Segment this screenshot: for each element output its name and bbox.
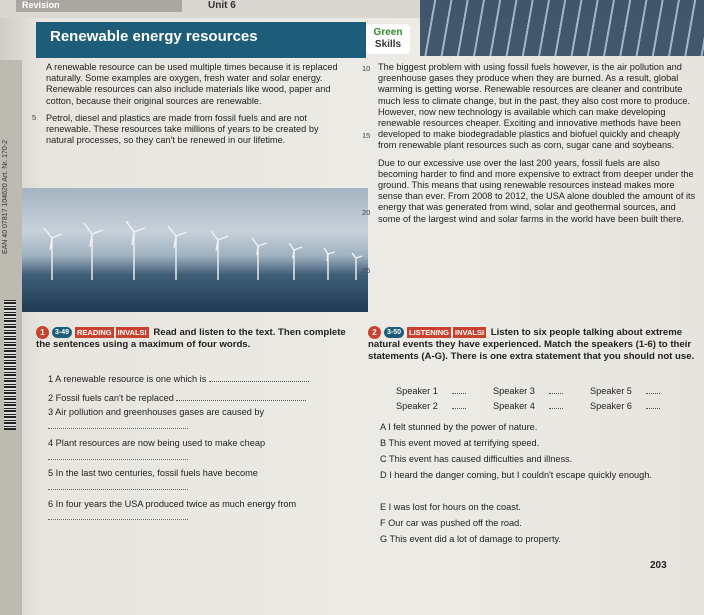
- speaker-label: Speaker 2: [396, 399, 478, 411]
- wind-turbines-graphic: [22, 188, 371, 312]
- paragraph: A renewable resource can be used multiple times because it is replaced naturally. Some examples are oxygen, fresh water and solar energy. Renewable resources can also include materials like wood, paper and cotton, because their original sources are renewable.: [46, 62, 338, 106]
- exercise-2-heading: [368, 326, 696, 362]
- answer-blank[interactable]: [209, 372, 309, 382]
- question-item: 2 Fossil fuels can't be replaced: [48, 391, 306, 404]
- line-number: 5: [32, 113, 37, 122]
- wind-farm-photo: [22, 188, 371, 312]
- solar-panels-photo: [420, 0, 704, 56]
- answer-blank[interactable]: [48, 489, 188, 490]
- statement: F Our car was pushed off the road.: [380, 518, 522, 528]
- speaker-label: Speaker 3: [493, 384, 575, 396]
- paragraph: Due to our excessive use over the last 200 years, fossil fuels are also becoming harder to find and more expensive to extract from deeper under the ground. This means that using renewable resources instead makes more sense than ever. From 2008 to 2012, the USA alone doubled the amount of its energy that was generated from wind, solar and geothermal sources, and some of the largest wind and solar farms in the world have been built there.: [378, 157, 696, 224]
- paragraph: Petrol, diesel and plastics are made from fossil fuels and are not renewable. These resources take millions of years to be created by natural processes, so they can't be renewed in our lifetime.: [46, 112, 319, 146]
- answer-blank[interactable]: [176, 391, 306, 401]
- exercise-instructions: Read and listen to the text. Then complete the sentences using a maximum of four words.: [36, 327, 346, 350]
- paragraph: The biggest problem with using fossil fuels however, is the air pollution and greenhouse gases they produce when they are burned. As a result, global warming is getting worse. Renewable resources are cleaner and contribute much less to climate change, but in the past, they also cost more to produce. However, now new technology is available which can make developing renewable resources cheaper. Exciting and innovative methods have been developed to make biodegradable plastics and biofuel quickly and cheaply from renewable plant resources such as corn, sugar cane and soybeans.: [378, 62, 691, 151]
- speaker-label: Speaker 5: [590, 384, 672, 396]
- answer-blank[interactable]: [48, 459, 188, 460]
- line-number: 20: [362, 208, 371, 217]
- line-number: 10: [362, 64, 371, 73]
- question-item: 4 Plant resources are now being used to make cheap: [48, 438, 266, 448]
- speaker-label: Speaker 4: [493, 399, 575, 411]
- line-number: 15: [362, 131, 371, 140]
- answer-blank[interactable]: [452, 384, 466, 394]
- exercise-number: 1: [36, 326, 49, 339]
- right-text-column: [378, 62, 696, 231]
- speaker-label: Speaker 1: [396, 384, 478, 396]
- skill-tag: LISTENING: [409, 327, 450, 337]
- audio-track-badge[interactable]: 3-50: [384, 327, 404, 339]
- green-skills-badge: [366, 24, 410, 54]
- audio-track-badge[interactable]: 3-49: [52, 327, 72, 339]
- badge-line1: Green: [373, 27, 403, 38]
- question-item: 5 In the last two centuries, fossil fuels have become: [48, 468, 258, 478]
- exercise-number: 2: [368, 326, 381, 339]
- badge-line2: Skills: [374, 39, 402, 50]
- exercise-1-heading: [36, 326, 346, 351]
- statement: B This event moved at terrifying speed.: [380, 438, 540, 448]
- statement: G This event did a lot of damage to property.: [380, 534, 561, 544]
- exercise-instructions: Listen to six people talking about extreme natural events they have experienced. Match the speakers (1-6) to their statements (A-G). There is one extra statement that you should not use.: [368, 327, 695, 362]
- skill-tag: INVALSI: [455, 327, 485, 337]
- statement: E I was lost for hours on the coast.: [380, 502, 521, 512]
- answer-blank[interactable]: [646, 384, 660, 394]
- unit-label: Unit 6: [208, 0, 236, 11]
- page-number: 203: [650, 560, 667, 571]
- question-item: 6 In four years the USA produced twice as much energy from: [48, 499, 297, 509]
- statement: D I heard the danger coming, but I couldn't escape quickly enough.: [380, 470, 652, 480]
- speaker-label: Speaker 6: [590, 399, 672, 411]
- statement: A I felt stunned by the power of nature.: [380, 422, 538, 432]
- isbn-text: EAN 40 07817 104620 Art. Nr. 170-2: [2, 140, 9, 255]
- answer-blank[interactable]: [48, 519, 188, 520]
- unit-tab: Revision: [16, 0, 182, 12]
- answer-blank[interactable]: [549, 384, 563, 394]
- skill-tag: INVALSI: [117, 327, 147, 337]
- skill-tag: READING: [77, 327, 112, 337]
- speaker-row: [396, 399, 684, 411]
- answer-blank[interactable]: [549, 399, 563, 409]
- speaker-row: [396, 384, 684, 396]
- page-title: Renewable energy resources: [50, 28, 258, 45]
- barcode: [4, 300, 16, 430]
- answer-blank[interactable]: [48, 428, 188, 429]
- left-text-column: [46, 62, 346, 152]
- question-item: 1 A renewable resource is one which is: [48, 372, 309, 385]
- line-number: 25: [362, 266, 371, 275]
- question-item: 3 Air pollution and greenhouses gases are caused by: [48, 407, 265, 417]
- statement: C This event has caused difficulties and illness.: [380, 454, 573, 464]
- answer-blank[interactable]: [646, 399, 660, 409]
- answer-blank[interactable]: [452, 399, 466, 409]
